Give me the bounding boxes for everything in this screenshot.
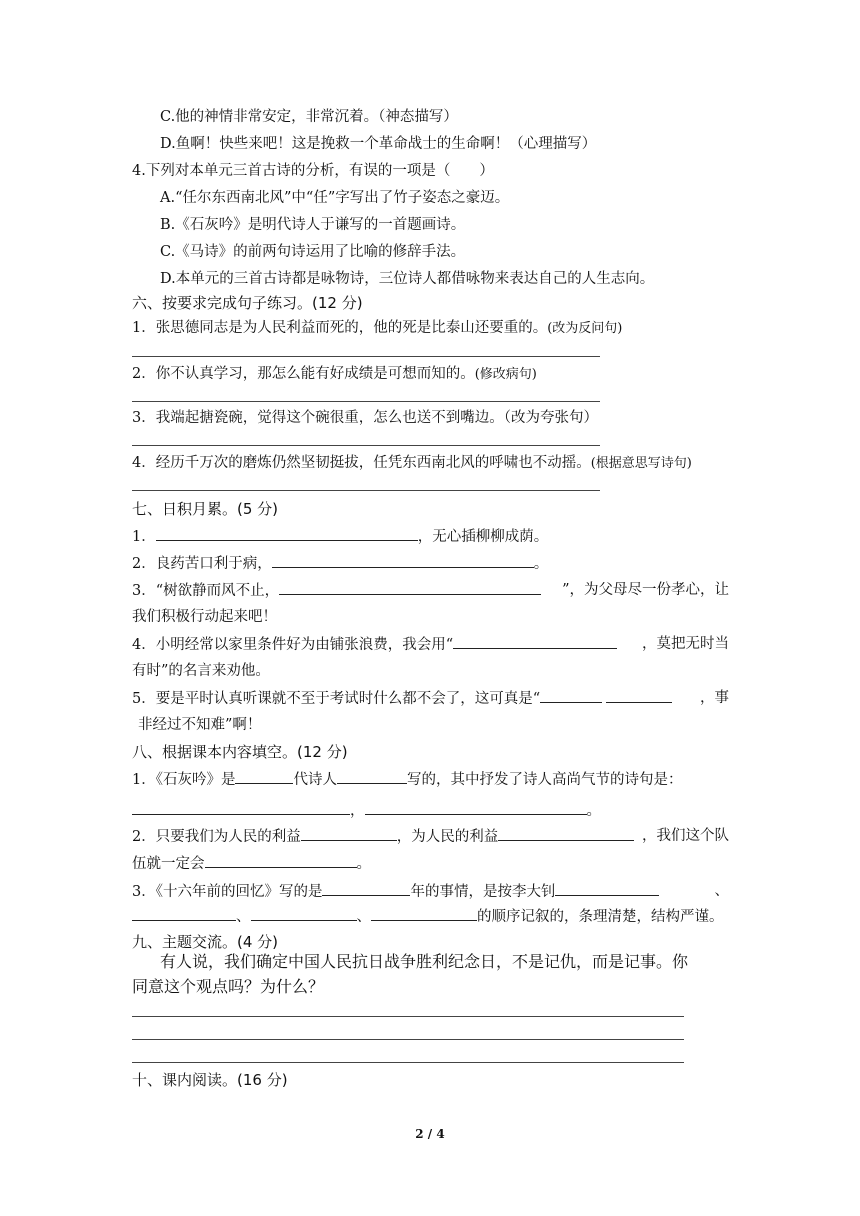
fill-blank[interactable] xyxy=(156,526,418,541)
fill-blank[interactable] xyxy=(322,881,410,896)
q4-option-a: A.“任尔东西南北风”中“任”字写出了竹子姿态之豪迈。 xyxy=(160,190,510,206)
s8-line-1: 1．《石灰吟》是 代诗人 写的，其中抒发了诗人高尚气节的诗句是： xyxy=(132,769,682,790)
s6-item-4: 4．经历千万次的磨炼仍然坚韧挺拔，任凭东西南北风的呼啸也不动摇。(根据意思写诗句) xyxy=(132,455,692,471)
fill-blank[interactable] xyxy=(272,553,534,568)
s7-line-2: 2．良药苦口利于病， 。 xyxy=(132,553,548,574)
s9-answer-line-3[interactable] xyxy=(132,1062,684,1063)
fill-blank[interactable] xyxy=(337,769,407,784)
fill-blank[interactable] xyxy=(453,634,617,649)
page-number: 2 / 4 xyxy=(415,1127,445,1141)
s9-answer-line-2[interactable] xyxy=(132,1039,684,1040)
fill-blank[interactable] xyxy=(235,769,293,784)
s7-line-5: 5．要是平时认真听课就不至于考试时什么都不会了，这可真是“ ，事 xyxy=(132,690,729,707)
q4-option-c: C.《马诗》的前两句诗运用了比喻的修辞手法。 xyxy=(160,244,466,260)
q4-option-b: B.《石灰吟》是明代诗人于谦写的一首题画诗。 xyxy=(160,217,466,233)
s8-line-6: 、 、 的顺序记叙的，条理清楚，结构严谨。 xyxy=(132,906,724,927)
section-9-title: 九、主题交流。(4 分) xyxy=(132,933,279,951)
s6-item-2: 2．你不认真学习，那怎么能有好成绩是可想而知的。(修改病句) xyxy=(132,366,537,382)
s7-line-3: 3．“树欲静而风不止， ”，为父母尽一份孝心，让 xyxy=(132,582,729,599)
fill-blank[interactable] xyxy=(132,800,350,815)
s7-line-3-cont: 我们积极行动起来吧！ xyxy=(132,609,277,625)
fill-blank[interactable] xyxy=(540,688,602,703)
section-10-title: 十、课内阅读。(16 分) xyxy=(132,1071,288,1089)
s6-answer-line-3[interactable] xyxy=(132,445,600,446)
s7-line-4: 4．小明经常以家里条件好为由铺张浪费，我会用“ ，莫把无时当 xyxy=(132,636,729,653)
s7-line-5-cont: 非经过不知难”啊！ xyxy=(138,717,262,733)
s6-answer-line-2[interactable] xyxy=(132,401,600,402)
s8-line-3: 2．只要我们为人民的利益 ，为人民的利益 ，我们这个队 xyxy=(132,828,729,845)
section-8-title: 八、根据课本内容填空。(12 分) xyxy=(132,743,348,761)
fill-blank[interactable] xyxy=(498,826,634,841)
s6-answer-line-1[interactable] xyxy=(132,356,600,357)
s8-line-2: ， 。 xyxy=(132,800,601,821)
s6-item-1: 1．张思德同志是为人民利益而死的，他的死是比泰山还要重的。(改为反问句) xyxy=(132,320,623,336)
s6-item-3: 3．我端起搪瓷碗，觉得这个碗很重，怎么也送不到嘴边。（改为夸张句） xyxy=(132,410,598,426)
s6-answer-line-4[interactable] xyxy=(132,490,600,491)
fill-blank[interactable] xyxy=(606,688,672,703)
q4-stem: 4.下列对本单元三首古诗的分析，有误的一项是（ ） xyxy=(132,163,494,179)
fill-blank[interactable] xyxy=(205,853,357,868)
fill-blank[interactable] xyxy=(555,881,659,896)
s9-prompt-line-2: 同意这个观点吗？为什么？ xyxy=(132,977,325,996)
s9-answer-line-1[interactable] xyxy=(132,1016,684,1017)
fill-blank[interactable] xyxy=(251,906,357,921)
q4-option-d: D.本单元的三首古诗都是咏物诗，三位诗人都借咏物来表达自己的人生志向。 xyxy=(160,271,655,287)
q3-option-c: C.他的神情非常安定，非常沉着。（神态描写） xyxy=(160,109,458,125)
fill-blank[interactable] xyxy=(301,826,397,841)
section-7-title: 七、日积月累。(5 分) xyxy=(132,500,279,518)
s7-line-1: 1． ，无心插柳柳成荫。 xyxy=(132,526,548,547)
section-6-title: 六、按要求完成句子练习。(12 分) xyxy=(132,294,363,312)
s8-line-4: 伍就一定会 。 xyxy=(132,853,371,874)
q3-option-d: D.鱼啊！快些来吧！这是挽救一个革命战士的生命啊！（心理描写） xyxy=(160,136,597,152)
fill-blank[interactable] xyxy=(132,906,236,921)
fill-blank[interactable] xyxy=(279,580,541,595)
s9-prompt-line-1: 有人说，我们确定中国人民抗日战争胜利纪念日，不是记仇，而是记事。你 xyxy=(160,952,689,971)
s8-line-5: 3．《十六年前的回忆》写的是 年的事情，是按李大钊 、 xyxy=(132,883,729,900)
fill-blank[interactable] xyxy=(371,906,477,921)
fill-blank[interactable] xyxy=(365,800,587,815)
s7-line-4-cont: 有时”的名言来劝他。 xyxy=(132,663,270,679)
